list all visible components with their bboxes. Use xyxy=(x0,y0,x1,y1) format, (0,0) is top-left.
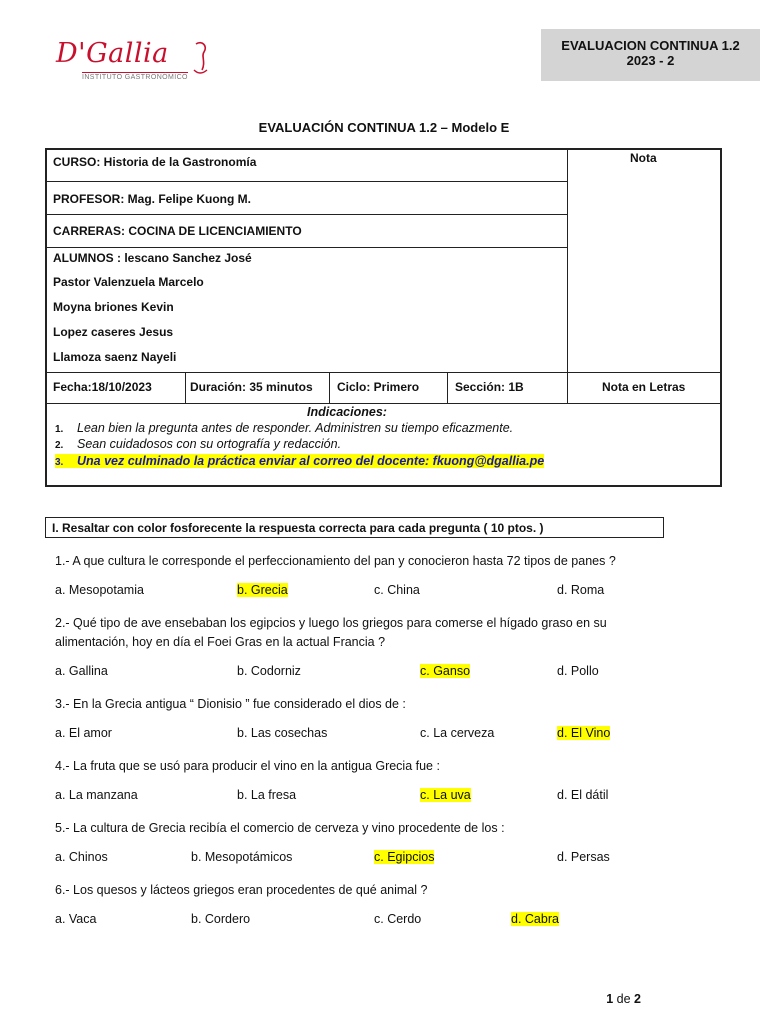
instruction-item: 1. Lean bien la pregunta antes de responder. Administren su tiempo eficazmente. xyxy=(55,421,514,435)
answer-option[interactable]: a. Mesopotamia xyxy=(55,583,144,597)
careers-field: CARRERAS: COCINA DE LICENCIAMIENTO xyxy=(53,224,302,238)
logo xyxy=(52,38,212,94)
answer-option[interactable]: c. Cerdo xyxy=(374,912,422,926)
question-text: 4.- La fruta que se usó para producir el vino en la antigua Grecia fue : xyxy=(55,759,440,773)
answer-option[interactable]: d. Roma xyxy=(557,583,605,597)
page-indicator: 1 de 2 xyxy=(606,992,641,1006)
answer-option-highlighted[interactable]: c. Ganso xyxy=(420,664,471,678)
answer-option[interactable]: c. La cerveza xyxy=(420,726,495,740)
answer-option[interactable]: d. Persas xyxy=(557,850,610,864)
answer-option[interactable]: b. Cordero xyxy=(191,912,251,926)
instruction-item: 2. Sean cuidadosos con su ortografía y redacción. xyxy=(55,437,342,451)
date-field: Fecha:18/10/2023 xyxy=(53,380,152,394)
page-total: 2 xyxy=(634,992,641,1006)
answer-option[interactable]: a. Vaca xyxy=(55,912,97,926)
logo-subtitle: INSTITUTO GASTRONÓMICO xyxy=(82,74,188,81)
answer-option-highlighted[interactable]: b. Grecia xyxy=(237,583,288,597)
grade-in-letters-label: Nota en Letras xyxy=(602,380,686,394)
page-current: 1 xyxy=(606,992,614,1006)
student-name: ALUMNOS : lescano Sanchez José xyxy=(53,251,252,265)
course-field: CURSO: Historia de la Gastronomía xyxy=(53,155,257,169)
evaluation-header-box xyxy=(541,29,760,81)
question-text: 6.- Los quesos y lácteos griegos eran procedentes de qué animal ? xyxy=(55,883,428,897)
student-name: Lopez caseres Jesus xyxy=(53,325,174,339)
answer-option[interactable]: d. El dátil xyxy=(557,788,609,802)
student-name: Llamoza saenz Nayeli xyxy=(53,350,177,364)
info-table xyxy=(45,148,722,487)
student-name: Moyna briones Kevin xyxy=(53,300,174,314)
duration-field: Duración: 35 minutos xyxy=(190,380,313,394)
question-text: 2.- Qué tipo de ave ensebaban los egipcios y luego los griegos para comerse el hígado graso en su alimentación, hoy en día el Foei Gras en la actual Francia ? xyxy=(55,616,607,649)
answer-option[interactable]: b. Las cosechas xyxy=(237,726,328,740)
evaluation-header-line1: EVALUACION CONTINUA 1.2 xyxy=(561,38,740,53)
answer-option[interactable]: a. Chinos xyxy=(55,850,108,864)
answer-option[interactable]: b. Codorniz xyxy=(237,664,301,678)
answer-option-highlighted[interactable]: c. Egipcios xyxy=(374,850,435,864)
student-name: Pastor Valenzuela Marcelo xyxy=(53,275,204,289)
section-field: Sección: 1B xyxy=(455,380,524,394)
answer-option-highlighted[interactable]: d. El Vino xyxy=(557,726,611,740)
instruction-item-highlighted: 3. Una vez culminado la práctica enviar al correo del docente: fkuong@dgallia.pe xyxy=(55,454,545,468)
answer-option-highlighted[interactable]: d. Cabra xyxy=(511,912,559,926)
evaluation-header-line2: 2023 - 2 xyxy=(626,53,675,68)
question-text: 1.- A que cultura le corresponde el perfeccionamiento del pan y conocieron hasta 72 tipos de panes ? xyxy=(55,554,616,568)
answer-option-highlighted[interactable]: c. La uva xyxy=(420,788,471,802)
answer-option[interactable]: a. El amor xyxy=(55,726,112,740)
cycle-field: Ciclo: Primero xyxy=(337,380,420,394)
answer-option[interactable]: a. La manzana xyxy=(55,788,138,802)
logo-wordmark: D'Gallia xyxy=(56,38,169,69)
answer-option[interactable]: a. Gallina xyxy=(55,664,108,678)
question-text: 5.- La cultura de Grecia recibía el comercio de cerveza y vino procedente de los : xyxy=(55,821,505,835)
document-title: EVALUACIÓN CONTINUA 1.2 – Modelo E xyxy=(258,120,510,135)
answer-option[interactable]: b. Mesopotámicos xyxy=(191,850,293,864)
answer-option[interactable]: b. La fresa xyxy=(237,788,297,802)
instructions-title: Indicaciones: xyxy=(307,405,387,419)
professor-field: PROFESOR: Mag. Felipe Kuong M. xyxy=(53,192,251,206)
section-title: I. Resaltar con color fosforecente la respuesta correcta para cada pregunta ( 10 ptos. ) xyxy=(45,517,664,538)
question-text: 3.- En la Grecia antigua “ Dionisio ” fue considerado el dios de : xyxy=(55,697,406,711)
chef-hat-icon xyxy=(192,40,210,78)
answer-option[interactable]: c. China xyxy=(374,583,420,597)
grade-label: Nota xyxy=(630,151,657,165)
answer-option[interactable]: d. Pollo xyxy=(557,664,599,678)
